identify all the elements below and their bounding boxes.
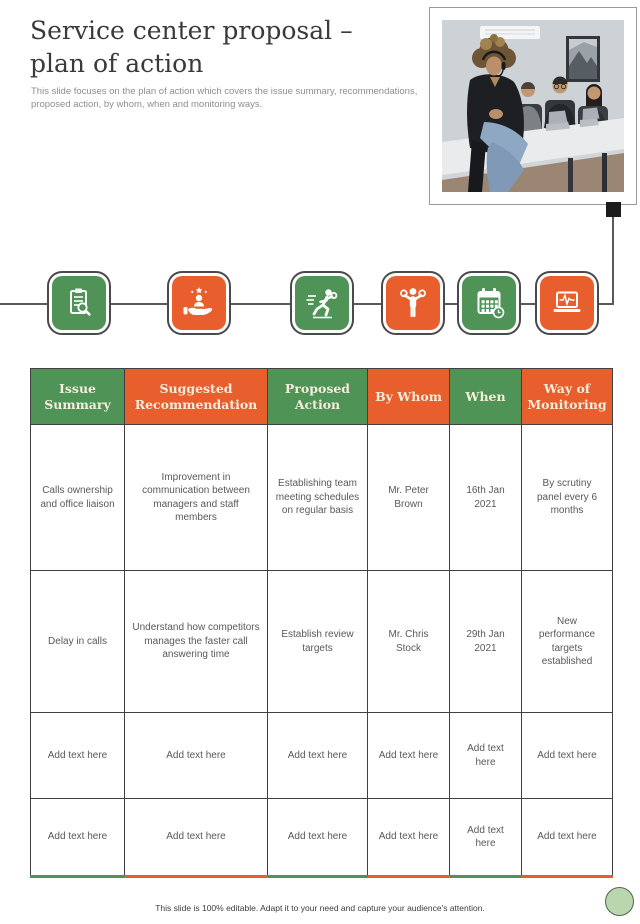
page-title [30, 14, 430, 80]
process-icon-proposed-action [290, 271, 354, 335]
office-photo [442, 20, 624, 192]
page-title-line2: plan of action [30, 49, 204, 78]
placeholder-cell[interactable]: Add text here [31, 799, 125, 877]
process-icon-monitoring [535, 271, 599, 335]
table-row [31, 425, 613, 571]
table-cell: Delay in calls [31, 571, 125, 713]
plan-of-action-table [30, 368, 613, 878]
col-header-suggested-recommendation: Suggested Recommendation [125, 369, 268, 425]
table-cell: Calls ownership and office liaison [31, 425, 125, 571]
placeholder-cell[interactable]: Add text here [368, 799, 450, 877]
placeholder-cell[interactable]: Add text here [368, 713, 450, 799]
photo-frame [429, 7, 637, 205]
col-header-way-of-monitoring: Way of Monitoring [522, 369, 613, 425]
col-header-proposed-action: Proposed Action [268, 369, 368, 425]
table-cell: 29th Jan 2021 [450, 571, 522, 713]
placeholder-cell[interactable]: Add text here [450, 799, 522, 877]
page-title-line1: Service center proposal – [30, 16, 353, 45]
slide-subtitle: This slide focuses on the plan of action which covers the issue summary, recommendations, proposed action, by whom, when and monitoring ways. [31, 86, 418, 110]
placeholder-cell[interactable]: Add text here [125, 799, 268, 877]
table-cell: New performance targets established [522, 571, 613, 713]
placeholder-cell[interactable]: Add text here [268, 713, 368, 799]
process-icon-by-whom [381, 271, 445, 335]
placeholder-cell[interactable]: Add text here [522, 799, 613, 877]
col-header-issue-summary: Issue Summary [31, 369, 125, 425]
process-icon-when [457, 271, 521, 335]
clipboard-search-icon [59, 283, 99, 323]
placeholder-cell[interactable]: Add text here [268, 799, 368, 877]
calendar-clock-icon [469, 283, 509, 323]
process-icon-issue-summary [47, 271, 111, 335]
col-header-when: When [450, 369, 522, 425]
running-man-icon [302, 283, 342, 323]
table-cell: Establishing team meeting schedules on regular basis [268, 425, 368, 571]
laptop-pulse-icon [547, 283, 587, 323]
placeholder-cell[interactable]: Add text here [522, 713, 613, 799]
table-row [31, 571, 613, 713]
placeholder-cell[interactable]: Add text here [31, 713, 125, 799]
connector-node-square [606, 202, 621, 217]
person-holding-coins-icon [393, 283, 433, 323]
col-header-by-whom: By Whom [368, 369, 450, 425]
table-cell: Mr. Peter Brown [368, 425, 450, 571]
office-photo-illustration [442, 20, 624, 192]
connector-line-vertical [612, 217, 614, 304]
hand-person-stars-icon [179, 283, 219, 323]
table-row [31, 799, 613, 877]
table-cell: Understand how competitors manages the faster call answering time [125, 571, 268, 713]
table-row [31, 713, 613, 799]
green-dot [605, 887, 634, 916]
placeholder-cell[interactable]: Add text here [450, 713, 522, 799]
table-cell: By scrutiny panel every 6 months [522, 425, 613, 571]
table-cell: 16th Jan 2021 [450, 425, 522, 571]
table-cell: Mr. Chris Stock [368, 571, 450, 713]
placeholder-cell[interactable]: Add text here [125, 713, 268, 799]
process-icon-recommendation [167, 271, 231, 335]
footer-note: This slide is 100% editable. Adapt it to your need and capture your audience's attention. [155, 903, 485, 913]
table-cell: Improvement in communication between managers and staff members [125, 425, 268, 571]
table-cell: Establish review targets [268, 571, 368, 713]
